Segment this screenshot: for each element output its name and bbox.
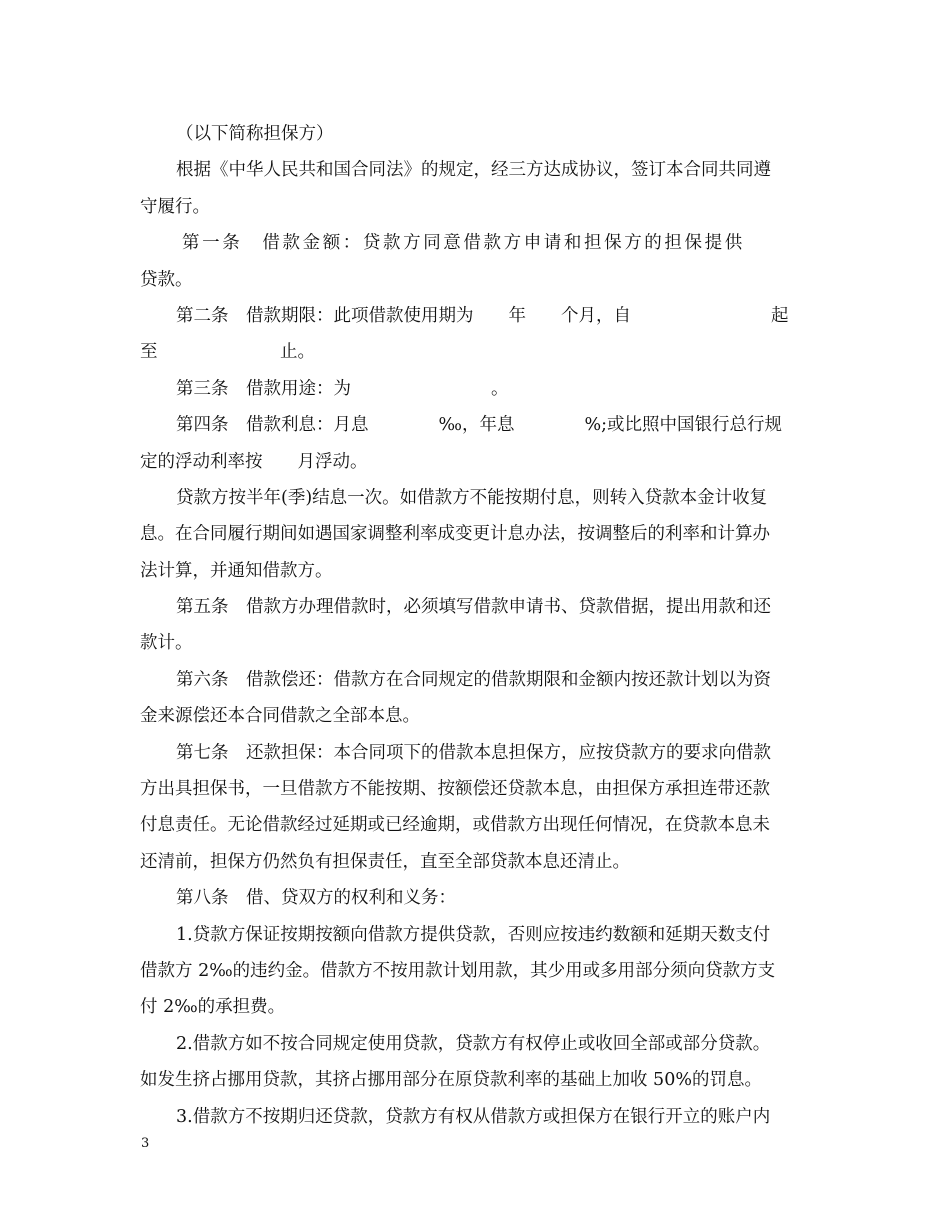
article-1-line-1: 第一条 借款金额：贷款方同意借款方申请和担保方的担保提供 xyxy=(182,233,745,254)
article-7-line-4: 还清前，担保方仍然负有担保责任，直至全部贷款本息还清止。 xyxy=(140,851,630,872)
article-4-line-2: 定的浮动利率按 月浮动。 xyxy=(140,451,368,472)
article-8-item-1-line-3: 付 2‰的承担费。 xyxy=(140,997,286,1018)
article-3-line: 第三条 借款用途：为 。 xyxy=(176,378,509,399)
article-8-item-2-line-1: 2.借款方如不按合同规定使用贷款，贷款方有权停止或收回全部或部分贷款。 xyxy=(176,1033,771,1054)
article-7-line-1: 第七条 还款担保：本合同项下的借款本息担保方，应按贷款方的要求向借款 xyxy=(176,742,771,763)
article-8-item-1-line-1: 1.贷款方保证按期按额向借款方提供贷款，否则应按违约数额和延期天数支付 xyxy=(176,924,771,945)
document-body xyxy=(140,116,812,1135)
guarantor-abbreviation-line: （以下简称担保方） xyxy=(176,124,334,144)
article-7-line-3: 付息责任。无论借款经过延期或已经逾期，或借款方出现任何情况，在贷款本息未 xyxy=(140,815,770,836)
article-2-line-2: 至 止。 xyxy=(140,342,315,363)
article-2-line-1: 第二条 借款期限：此项借款使用期为 年 个月，自 起 xyxy=(176,305,789,326)
article-8-item-2-line-2: 如发生挤占挪用贷款，其挤占挪用部分在原贷款利率的基础上加收 50%的罚息。 xyxy=(140,1070,762,1091)
interest-settlement-line-3: 法计算，并通知借款方。 xyxy=(140,560,333,581)
contract-basis-line-1: 根据《中华人民共和国合同法》的规定，经三方达成协议，签订本合同共同遵 xyxy=(176,160,771,181)
contract-basis-line-2: 守履行。 xyxy=(140,196,210,217)
article-7-line-2: 方出具担保书，一旦借款方不能按期、按额偿还贷款本息，由担保方承担连带还款 xyxy=(140,779,770,800)
article-6-line-1: 第六条 借款偿还：借款方在合同规定的借款期限和金额内按还款计划以为资 xyxy=(176,669,771,690)
interest-settlement-line-1: 贷款方按半年(季)结息一次。如借款方不能按期付息，则转入贷款本金计收复 xyxy=(176,487,768,508)
article-8-item-1-line-2: 借款方 2‰的违约金。借款方不按用款计划用款，其少用或多用部分须向贷款方支 xyxy=(140,960,776,981)
interest-settlement-line-2: 息。在合同履行期间如遇国家调整利率成变更计息办法，按调整后的利率和计算办 xyxy=(140,524,770,545)
article-5-line-2: 款计。 xyxy=(140,633,193,654)
page-number: 3 xyxy=(141,1136,150,1151)
article-8-item-3-line-1: 3.借款方不按期归还贷款，贷款方有权从借款方或担保方在银行开立的账户内 xyxy=(176,1106,771,1127)
article-1-line-2: 贷款。 xyxy=(140,269,193,290)
article-5-line-1: 第五条 借款方办理借款时，必须填写借款申请书、贷款借据，提出用款和还 xyxy=(176,597,771,618)
article-4-line-1: 第四条 借款利息：月息 ‰，年息 %;或比照中国银行总行规 xyxy=(176,415,783,436)
article-6-line-2: 金来源偿还本合同借款之全部本息。 xyxy=(140,706,420,727)
article-8-heading: 第八条 借、贷双方的权利和义务： xyxy=(176,888,456,909)
